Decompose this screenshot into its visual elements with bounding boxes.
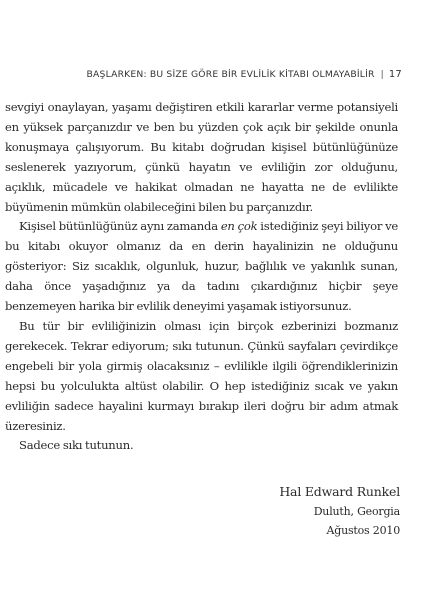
signature-date: Ağustos 2010: [326, 524, 400, 537]
paragraph-2-emphasis: en çok: [220, 219, 258, 234]
page-number: 17: [388, 68, 402, 80]
paragraph-2-after: istediğiniz şeyi biliyor ve bu kitabı okuyor olmanız da en derin hayalinizin ne olduğunu gösteriyor: Siz sıcaklık, olgunluk, huzur, bağlılık ve yakınlık sunan, daha önce yaşadığınız ya da tadını çıkardığınız hiçbir şeye benzemeyen harika bir evlilik deneyimi yaşamak istiyorsunuz.: [5, 219, 398, 314]
running-header: [20, 66, 402, 82]
header-separator: |: [380, 68, 384, 80]
paragraph-2-before: Kişisel bütünlüğünüz aynı zamanda: [19, 219, 221, 234]
body-text: [5, 98, 398, 456]
running-title: BAŞLARKEN: BU SİZE GÖRE BİR EVLİLİK KİTABI OLMAYABİLİR: [86, 68, 375, 80]
signature-block: [140, 482, 400, 540]
paragraph-1: sevgiyi onaylayan, yaşamı değiştiren etkili kararlar verme potansiyeli en yüksek parçanızdır ve ben bu yüzden çok açık bir şekilde onunla konuşmaya çalışıyorum. Bu kitabı doğrudan kişisel bütünlüğünüze seslenerek yazıyorum, çünkü hayatın ve evliliğin zor olduğunu, açıklık, mücadele ve hakikat olmadan ne hayatta ne de evlilikte büyümenin mümkün olabileceğini bilen bu parçanızdır.: [5, 100, 398, 214]
paragraph-3: Bu tür bir evliliğinizin olması için birçok ezberinizi bozmanız gerekecek. Tekrar ediyorum; sıkı tutunun. Çünkü sayfaları çevirdikçe engebeli bir yola girmiş olacaksınız – evlilikle ilgili öğrendiklerinizin hepsi bu yolculukta altüst olabilir. O hep istediğiniz sıcak ve yakın evliliğin sadece hayalini kurmayı bırakıp ileri doğru bir adım atmak üzeresiniz.: [5, 318, 398, 433]
signature-place: Duluth, Georgia: [313, 505, 400, 518]
paragraph-2: [5, 217, 398, 317]
paragraph-4: Sadece sıkı tutunun.: [19, 438, 134, 453]
author-name: Hal Edward Runkel: [279, 484, 400, 499]
